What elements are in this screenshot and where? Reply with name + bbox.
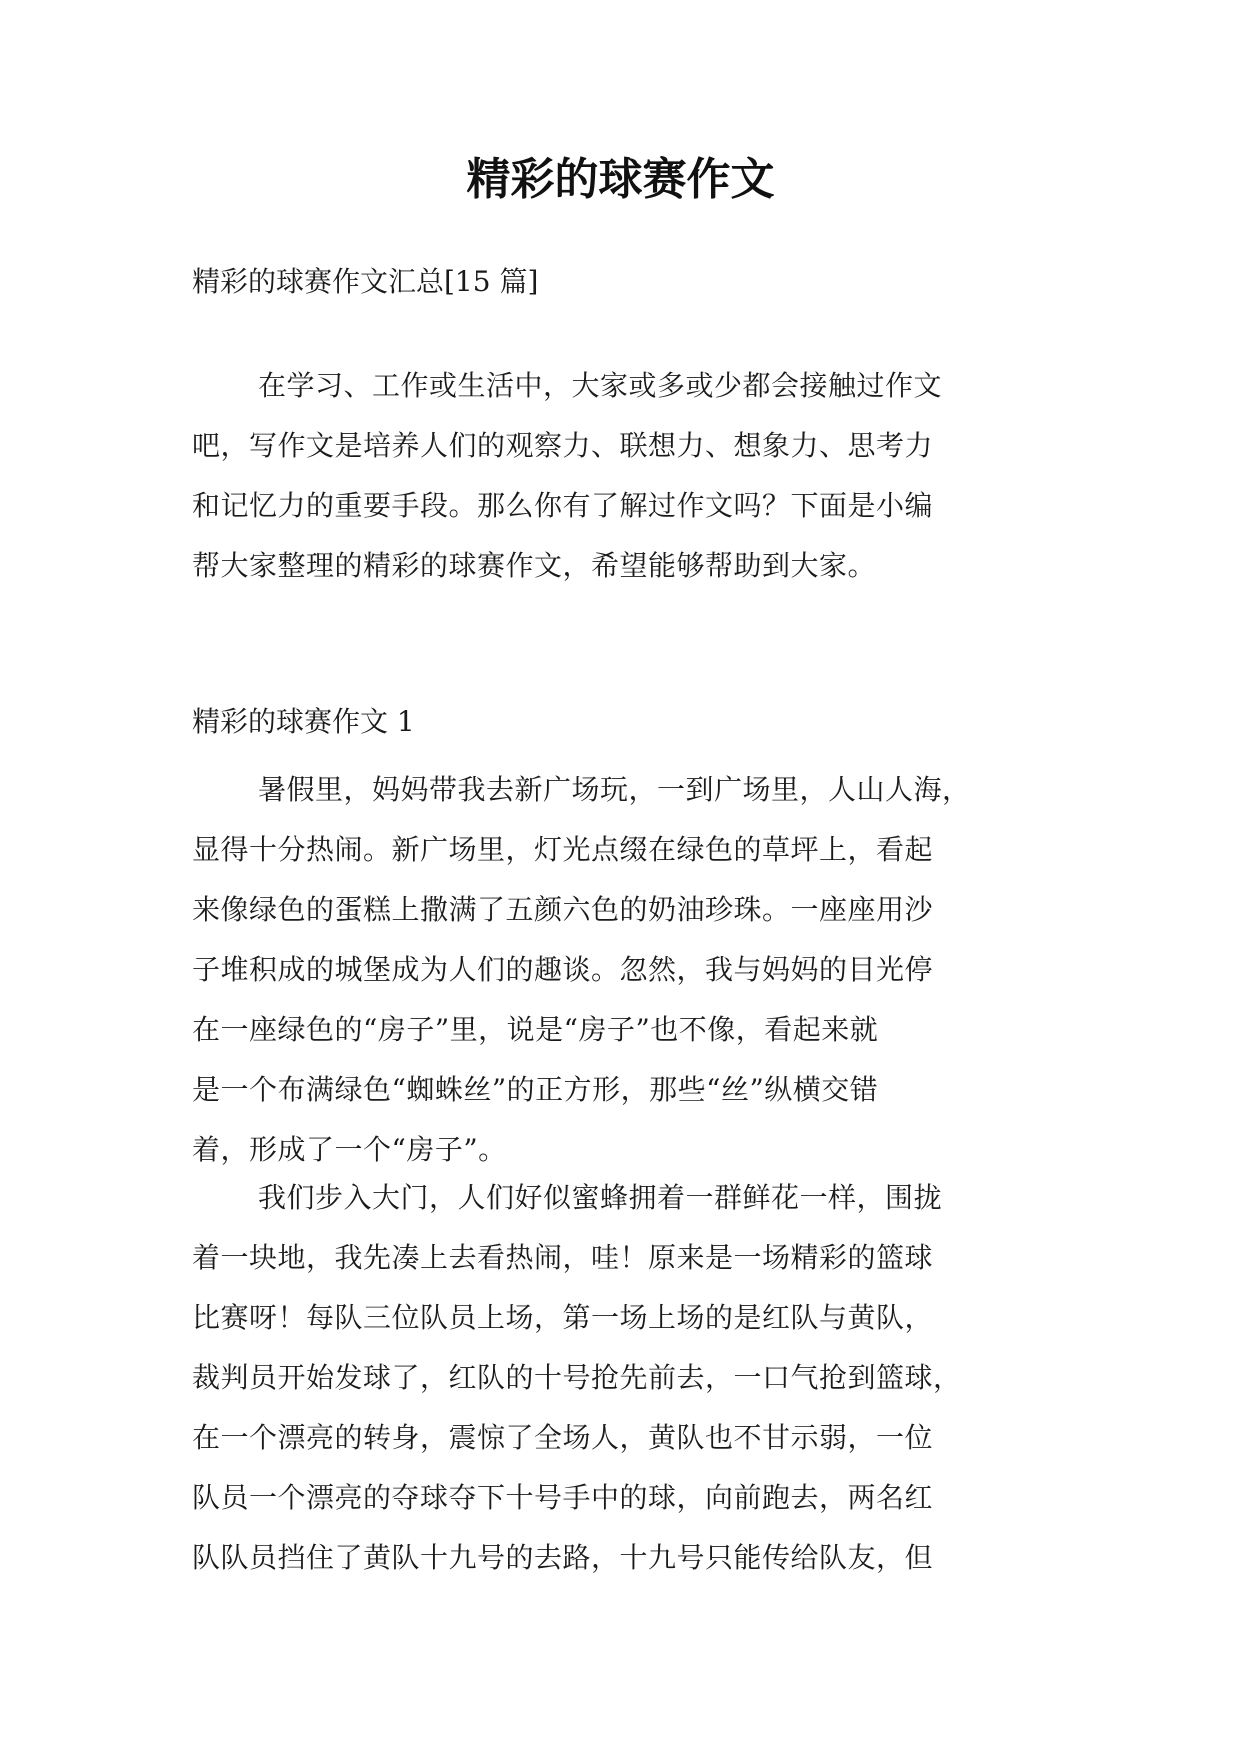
paragraph-line: 在一座绿色的“房子”里，说是“房子”也不像，看起来就 <box>192 1013 879 1046</box>
paragraph-line: 着，形成了一个“房子”。 <box>192 1133 507 1166</box>
paragraph-line: 裁判员开始发球了，红队的十号抢先前去，一口气抢到篮球， <box>192 1361 962 1394</box>
paragraph-line: 在一个漂亮的转身，震惊了全场人，黄队也不甘示弱，一位 <box>192 1421 934 1454</box>
paragraph-line: 子堆积成的城堡成为人们的趣谈。忽然，我与妈妈的目光停 <box>192 953 934 986</box>
paragraph-line: 暑假里，妈妈带我去新广场玩，一到广场里，人山人海， <box>258 773 971 806</box>
paragraph-line: 是一个布满绿色“蜘蛛丝”的正方形，那些“丝”纵横交错 <box>192 1073 879 1106</box>
paragraph-line: 我们步入大门，人们好似蜜蜂拥着一群鲜花一样，围拢 <box>258 1181 943 1214</box>
paragraph-1 <box>192 760 1072 1180</box>
paragraph-line: 着一块地，我先凑上去看热闹，哇！原来是一场精彩的篮球 <box>192 1241 934 1274</box>
document-subtitle: 精彩的球赛作文汇总[15 篇] <box>192 265 539 298</box>
paragraph-line: 帮大家整理的精彩的球赛作文，希望能够帮助到大家。 <box>192 549 877 582</box>
paragraph-line: 和记忆力的重要手段。那么你有了解过作文吗？下面是小编 <box>192 489 934 522</box>
paragraph-line: 来像绿色的蛋糕上撒满了五颜六色的奶油珍珠。一座座用沙 <box>192 893 934 926</box>
paragraph-2 <box>192 1168 1072 1588</box>
document-title: 精彩的球赛作文 <box>466 154 775 205</box>
paragraph-line: 队队员挡住了黄队十九号的去路，十九号只能传给队友，但 <box>192 1541 934 1574</box>
section-heading: 精彩的球赛作文 1 <box>192 705 415 738</box>
paragraph-line: 显得十分热闹。新广场里，灯光点缀在绿色的草坪上，看起 <box>192 833 934 866</box>
paragraph-line: 队员一个漂亮的夺球夺下十号手中的球，向前跑去，两名红 <box>192 1481 934 1514</box>
intro-paragraph <box>192 356 1072 596</box>
paragraph-line: 比赛呀！每队三位队员上场，第一场上场的是红队与黄队， <box>192 1301 934 1334</box>
paragraph-line: 吧，写作文是培养人们的观察力、联想力、想象力、思考力 <box>192 429 934 462</box>
paragraph-line: 在学习、工作或生活中，大家或多或少都会接触过作文 <box>258 369 943 402</box>
